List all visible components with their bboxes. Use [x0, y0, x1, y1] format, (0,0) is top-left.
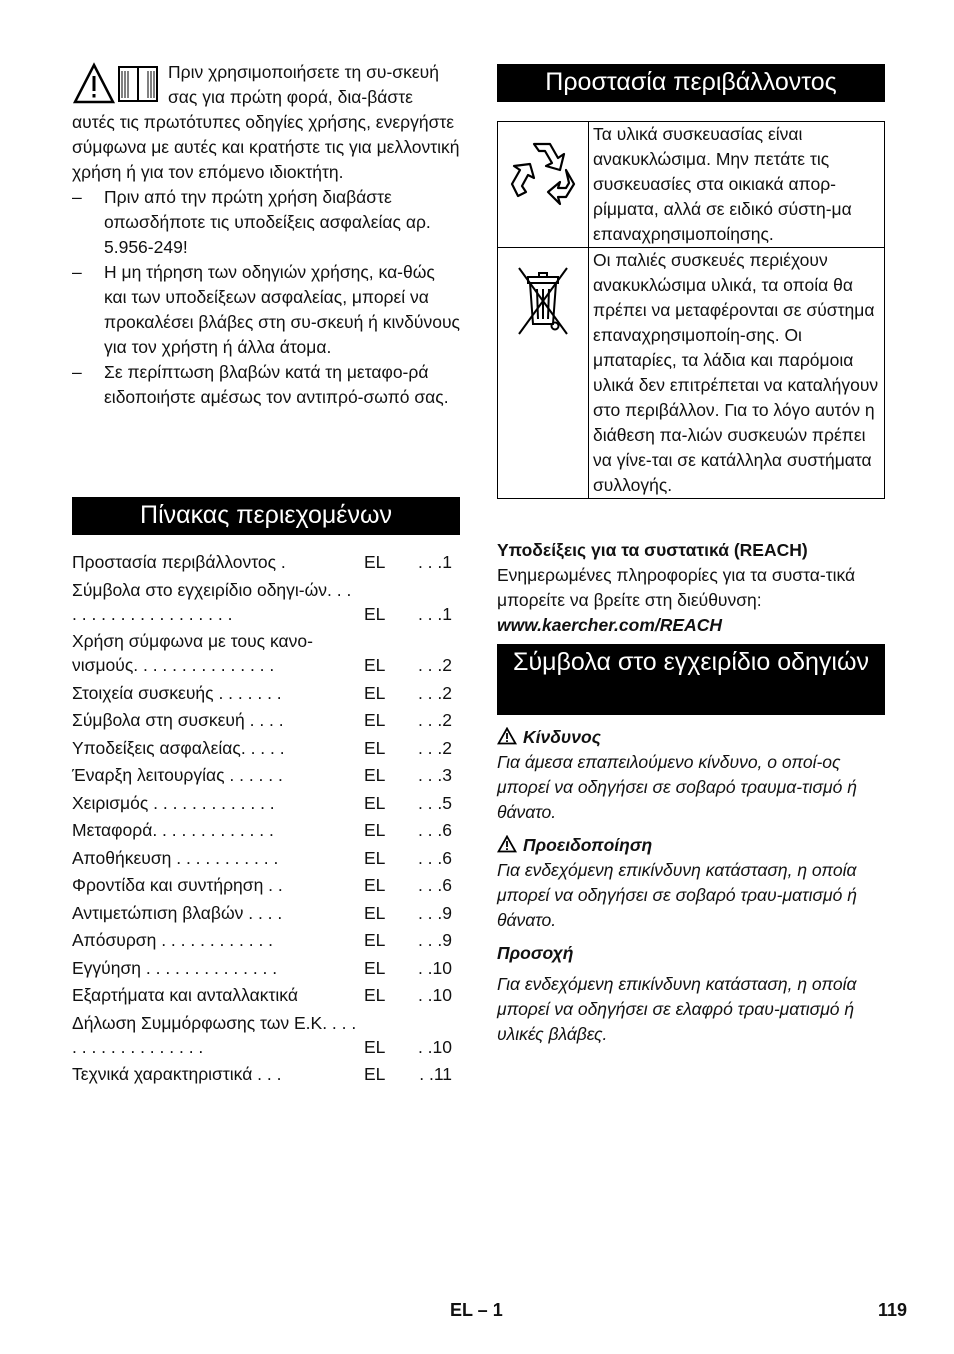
toc-entry-lang: EL: [364, 985, 386, 1005]
toc-entry-lang: EL: [364, 1064, 386, 1084]
toc-entry-lang: EL: [364, 875, 386, 895]
toc-row[interactable]: [72, 629, 460, 677]
toc-entry-name: Σύμβολα στο εγχειρίδιο οδηγι-ών. . . . . . . . . . . . . . . . . . . .: [72, 579, 352, 624]
toc-row[interactable]: [72, 846, 460, 870]
toc-entry-page: . . .6: [417, 820, 452, 840]
toc-entry-page: . .11: [419, 1064, 452, 1084]
toc-row[interactable]: [72, 736, 460, 760]
toc-entry-lang: EL: [364, 737, 386, 758]
toc-entry-name: Τεχνικά χαρακτηριστικά . . .: [72, 1064, 282, 1084]
toc-entry-lang: EL: [364, 682, 386, 703]
toc-entry-lang: EL: [364, 552, 386, 572]
toc-row[interactable]: [72, 791, 460, 815]
toc-entry-page: . .10: [417, 1036, 452, 1057]
toc-row[interactable]: [72, 873, 460, 897]
caution-text: Για ενδεχόμενη επικίνδυνη κατάσταση, η οποία μπορεί να οδηγήσει σε ελαφρό τραυ-ματισμό ή υλικές βλάβες.: [497, 974, 857, 1044]
danger-heading: [497, 725, 885, 750]
toc-row[interactable]: [72, 928, 460, 952]
toc-entry-page: . . .5: [417, 792, 452, 813]
toc-entry-name: Υποδείξεις ασφαλείας. . . . .: [72, 737, 285, 758]
toc-entry-page: . . .3: [417, 765, 452, 785]
intro-bullet-list: [72, 185, 460, 410]
page-number: 119: [878, 1300, 908, 1320]
toc-row[interactable]: [72, 956, 460, 980]
toc-entry-page: . . .1: [417, 552, 452, 572]
toc-entry-name: Απόσυρση . . . . . . . . . . . .: [72, 930, 274, 950]
toc-entry-name: Αντιμετώπιση βλαβών . . . .: [72, 902, 283, 923]
toc-entry-name: Δήλωση Συμμόρφωσης των Ε.Κ. . . . . . . . . . . . . . . . . .: [72, 1012, 357, 1057]
warning-triangle-icon: [497, 727, 517, 745]
toc-entry-lang: EL: [364, 655, 386, 675]
toc-row[interactable]: [72, 1062, 460, 1086]
toc-row[interactable]: [72, 708, 460, 732]
table-row: [498, 122, 885, 248]
intro-paragraph: Πριν χρησιμοποιήσετε τη συ-σκευή σας για πρώτη φορά, δια-βάστε αυτές τις πρωτότυπες οδηγίες χρήσης, ενεργήστε σύμφωνα με αυτές και κρατήστε τις για μελλοντική χρήση ή για τον επόμενο ιδιοκτήτη.: [72, 62, 460, 182]
toc-entry-name: Προστασία περιβάλλοντος .: [72, 552, 286, 572]
list-item: – Σε περίπτωση βλαβών κατά τη μεταφο-ρά ειδοποιήστε αμέσως τον αντιπρό-σωπό σας.: [72, 360, 460, 410]
table-cell: Τα υλικά συσκευασίας είναι ανακυκλώσιμα. Μην πετάτε τις συσκευασίες στα οικιακά απορ-ρίμματα, αλλά σε ειδικό σύστη-μα επαναχρησιμοποίησης.: [589, 122, 885, 248]
table-cell: Οι παλιές συσκευές περιέχουν ανακυκλώσιμα υλικά, τα οποία θα πρέπει να μεταφέρονται σε σύστημα επαναχρησιμοποίη-σης. Οι μπαταρίες, τα λάδια και παρόμοια υλικά δεν επιτρέπεται να καταλήγουν στο περιβάλλον. Για το λόγο αυτόν η διάθεση πα-λιών συσκευών πρέπει να γίνε-ται σε κατάλληλα συστήματα συλλογής.: [589, 248, 885, 499]
toc-entry-lang: EL: [364, 710, 386, 730]
toc-entry-name: Φροντίδα και συντήρηση . .: [72, 875, 283, 895]
reach-link[interactable]: www.kaercher.com/REACH: [497, 615, 722, 635]
toc-entry-lang: EL: [364, 603, 386, 624]
warning-label: Προειδοποίηση: [523, 835, 653, 855]
table-cell: [498, 122, 589, 248]
toc-entry-name: Εξαρτήματα και ανταλλακτικά: [72, 985, 298, 1005]
list-item: – Η μη τήρηση των οδηγιών χρήσης, κα-θώς και των υποδείξεων ασφαλείας, μπορεί να προκαλέσει βλάβες στη συ-σκευή ή κινδύνους για τον χρήστη ή άλλα άτομα.: [72, 260, 460, 360]
table-cell: [498, 248, 589, 499]
toc-entry-name: Σύμβολα στη συσκευή . . . .: [72, 710, 284, 730]
crossed-bin-icon: [515, 264, 571, 338]
warning-manual-icons: [72, 62, 160, 106]
warning-triangle-icon: [72, 62, 160, 106]
toc-entry-lang: EL: [364, 1036, 386, 1057]
manual-book-icon: [119, 67, 157, 101]
toc-entry-lang: EL: [364, 930, 386, 950]
danger-text: Για άμεσα επαπειλούμενο κίνδυνο, ο οποί-ος μπορεί να οδηγήσει σε σοβαρό τραυμα-τισμό ή θάνατο.: [497, 752, 857, 822]
toc-entry-page: . .10: [417, 985, 452, 1005]
toc-row[interactable]: [72, 681, 460, 705]
toc-entry-page: . . .9: [417, 902, 452, 923]
toc-row[interactable]: [72, 578, 460, 626]
reach-title: Υποδείξεις για τα συστατικά (REACH): [497, 540, 808, 560]
symbols-heading: Σύμβολα στο εγχειρίδιο οδηγιών: [497, 644, 885, 715]
intro-section: [72, 60, 460, 410]
toc-entry-page: . . .6: [417, 875, 452, 895]
toc-entry-page: . . .1: [417, 603, 452, 624]
toc-entry-name: Μεταφορά. . . . . . . . . . . . .: [72, 820, 274, 840]
toc-entry-name: Έναρξη λειτουργίας . . . . . .: [72, 765, 283, 785]
toc-row[interactable]: [72, 763, 460, 787]
recycle-icon: [506, 136, 580, 210]
reach-text: Ενημερωμένες πληροφορίες για τα συστα-τικά μπορείτε να βρείτε στη διεύθυνση:: [497, 565, 856, 610]
toc-entry-lang: EL: [364, 765, 386, 785]
symbols-section: [497, 725, 885, 1047]
table-row: [498, 248, 885, 499]
toc-entry-lang: EL: [364, 820, 386, 840]
environment-table: [497, 121, 885, 499]
warning-heading: [497, 833, 885, 858]
toc-row[interactable]: [72, 1011, 460, 1059]
toc-entry-page: . . .2: [417, 710, 452, 730]
footer-section-label: EL – 1: [450, 1300, 503, 1320]
list-item: – Πριν από την πρώτη χρήση διαβάστε οπωσδήποτε τις υποδείξεις ασφαλείας αρ. 5.956-249!: [72, 185, 460, 260]
reach-section: [497, 538, 885, 638]
toc-entry-name: Χειρισμός . . . . . . . . . . . . .: [72, 792, 275, 813]
toc-entry-page: . . .2: [417, 682, 452, 703]
toc-entry-name: Στοιχεία συσκευής . . . . . . .: [72, 682, 282, 703]
toc-entry-lang: EL: [364, 957, 386, 978]
table-of-contents: [72, 550, 460, 1090]
toc-row[interactable]: [72, 550, 460, 574]
toc-row[interactable]: [72, 983, 460, 1007]
toc-entry-name: Εγγύηση . . . . . . . . . . . . . .: [72, 957, 278, 978]
toc-entry-page: . . .2: [417, 655, 452, 675]
toc-row[interactable]: [72, 818, 460, 842]
toc-row[interactable]: [72, 901, 460, 925]
toc-entry-page: . .10: [417, 957, 452, 978]
toc-entry-name: Αποθήκευση . . . . . . . . . . .: [72, 847, 279, 868]
warning-text: Για ενδεχόμενη επικίνδυνη κατάσταση, η οποία μπορεί να οδηγήσει σε σοβαρό τραυ-ματισμό ή θάνατο.: [497, 860, 857, 930]
toc-entry-page: . . .6: [417, 847, 452, 868]
toc-entry-lang: EL: [364, 847, 386, 868]
toc-entry-lang: EL: [364, 902, 386, 923]
toc-entry-name: Χρήση σύμφωνα με τους κανο-νισμούς. . . . . . . . . . . . . . .: [72, 631, 313, 675]
caution-label: Προσοχή: [497, 943, 574, 963]
toc-entry-lang: EL: [364, 792, 386, 813]
warning-triangle-icon: [497, 835, 517, 853]
danger-label: Κίνδυνος: [523, 727, 601, 747]
toc-entry-page: . . .2: [417, 737, 452, 758]
toc-entry-page: . . .9: [417, 930, 452, 950]
environment-heading: Προστασία περιβάλλοντος: [497, 64, 885, 102]
toc-heading: Πίνακας περιεχομένων: [72, 497, 460, 535]
